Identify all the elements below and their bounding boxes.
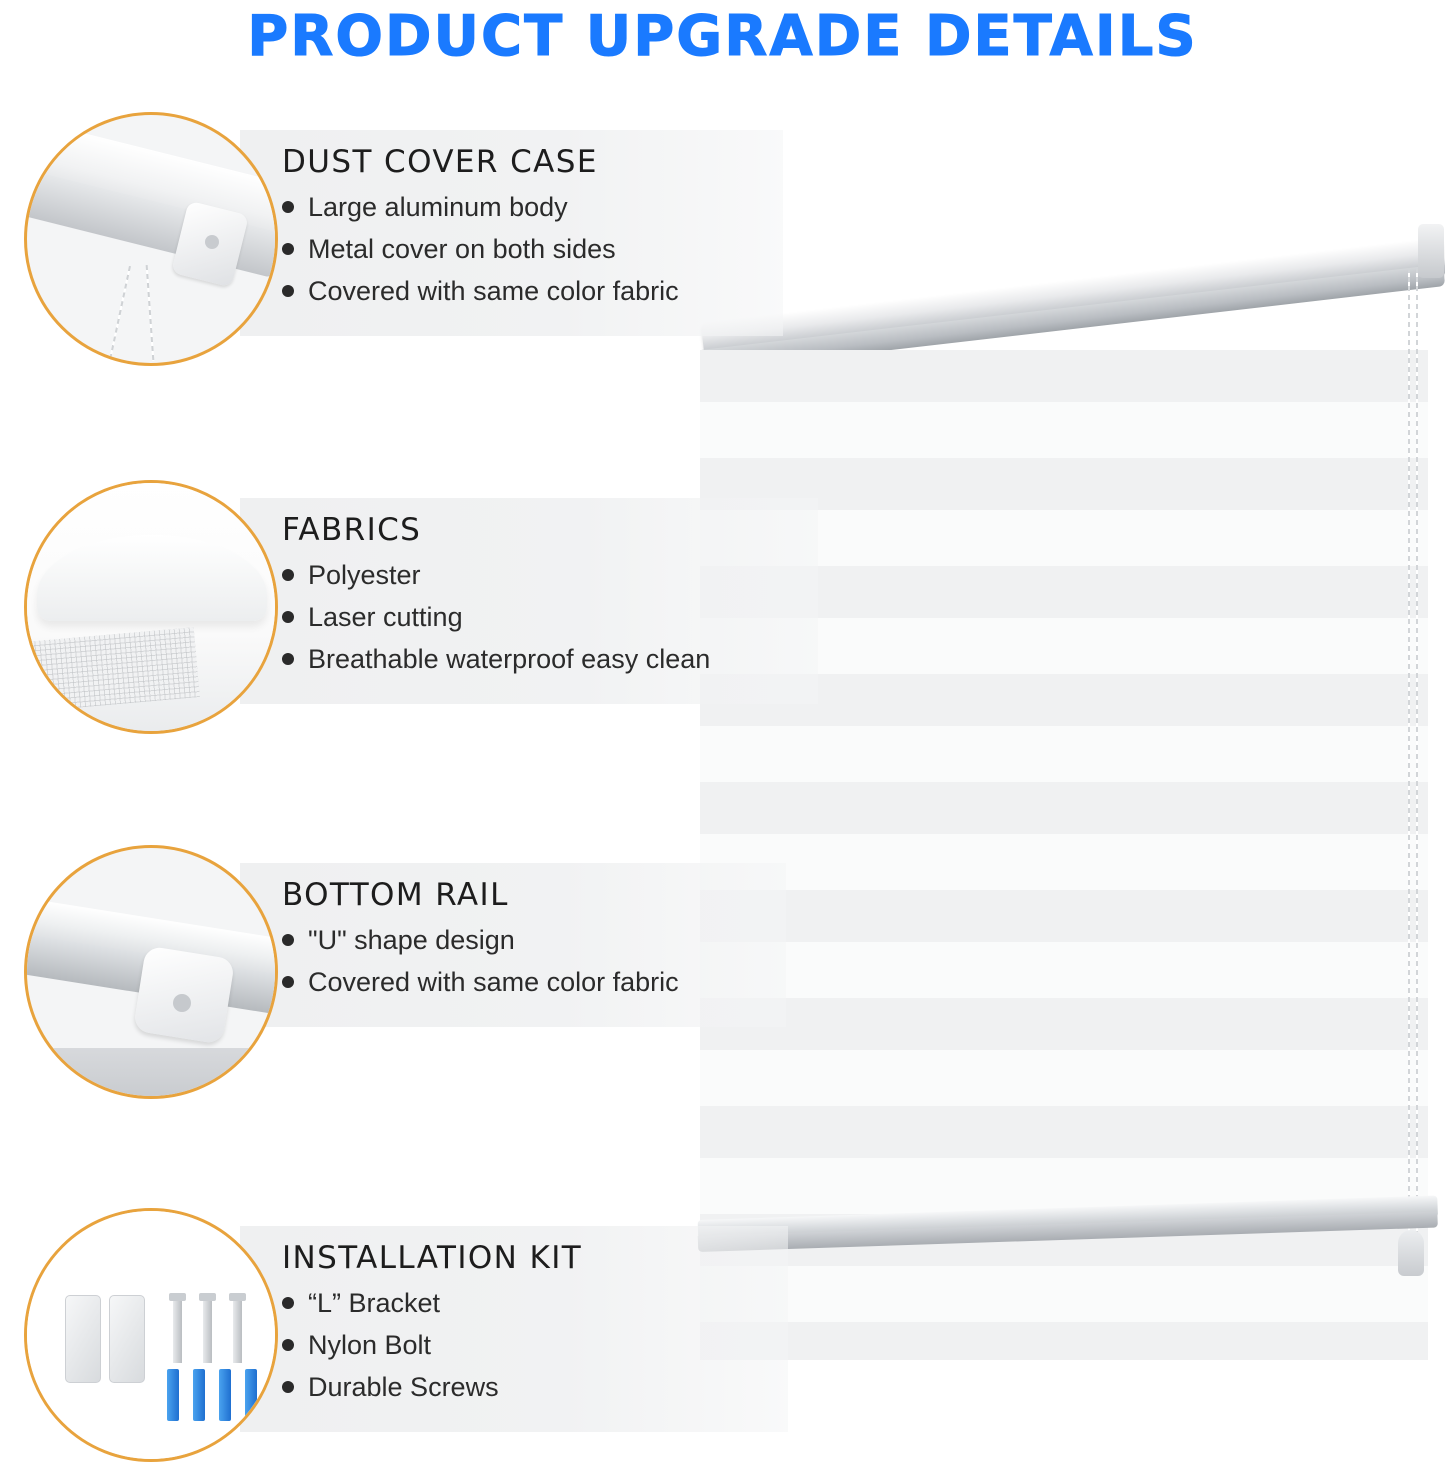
feature-bullet-text: "U" shape design — [308, 925, 515, 955]
fabric-sheer — [700, 1050, 1428, 1106]
screw-head-icon — [169, 1293, 186, 1301]
feature-bullet — [282, 642, 792, 677]
feature-bullet — [282, 1328, 762, 1363]
bullet-dot-icon — [282, 934, 294, 946]
l-bracket-icon — [65, 1295, 101, 1383]
nylon-bolt-icon — [245, 1369, 257, 1421]
fabric-sheer — [700, 942, 1428, 998]
bullet-dot-icon — [282, 201, 294, 213]
feature-bullet — [282, 558, 792, 593]
bullet-dot-icon — [282, 653, 294, 665]
feature-panel — [240, 498, 818, 704]
feature-bullet-text: Metal cover on both sides — [308, 234, 616, 265]
fabric-stripe — [700, 1322, 1428, 1360]
screw-icon — [233, 1301, 242, 1363]
feature-title: FABRICS — [282, 512, 422, 548]
feature-title: BOTTOM RAIL — [282, 877, 509, 913]
screw-head-icon — [229, 1293, 246, 1301]
headrail-assembly — [698, 238, 1438, 368]
feature-bullet-text: Covered with same color fabric — [308, 276, 679, 307]
surface-shadow — [24, 1048, 278, 1099]
bullet-dot-icon — [282, 285, 294, 297]
fabric-stripe — [700, 998, 1428, 1050]
feature-image-dust-cover-case — [24, 112, 278, 366]
feature-image-installation-kit — [24, 1208, 278, 1462]
headrail-endcap — [1418, 224, 1444, 278]
feature-bullet — [282, 923, 760, 958]
feature-panel — [240, 1226, 788, 1432]
feature-bullet-text: Large aluminum body — [308, 192, 568, 222]
feature-panel — [240, 863, 786, 1027]
feature-bullet-text: Polyester — [308, 560, 421, 590]
feature-bullet — [282, 190, 757, 225]
bullet-dot-icon — [282, 1339, 294, 1351]
page-title: PRODUCT UPGRADE DETAILS — [247, 4, 1198, 69]
fabric-sheer — [700, 402, 1428, 458]
control-chain-secondary — [1416, 268, 1418, 1268]
feature-title: INSTALLATION KIT — [282, 1240, 583, 1276]
bullet-dot-icon — [282, 1381, 294, 1393]
feature-bullet — [282, 965, 760, 1000]
endcap-screw-icon — [205, 235, 219, 249]
product-illustration — [690, 210, 1435, 1300]
fabric-stripe — [700, 1106, 1428, 1158]
fabric-stripe — [700, 890, 1428, 942]
endcap-screw-icon — [173, 994, 191, 1012]
feature-bullet — [282, 232, 757, 267]
bullet-dot-icon — [282, 611, 294, 623]
feature-image-fabrics — [24, 480, 278, 734]
feature-bullet-text: Breathable waterproof easy clean — [308, 644, 711, 675]
bottom-rail-assembly — [698, 1220, 1444, 1280]
bullet-dot-icon — [282, 569, 294, 581]
feature-panel — [240, 130, 783, 336]
bullet-dot-icon — [282, 976, 294, 988]
fabric-stripe — [700, 782, 1428, 834]
chain-strand — [109, 266, 131, 360]
fabric-sheer — [700, 834, 1428, 890]
feature-title: DUST COVER CASE — [282, 144, 598, 180]
chain-strand — [146, 265, 155, 361]
screw-head-icon — [199, 1293, 216, 1301]
feature-bullet-text: Durable Screws — [308, 1372, 499, 1403]
screw-icon — [203, 1301, 212, 1363]
fabric-stripe — [700, 350, 1428, 402]
feature-bullet — [282, 1370, 762, 1405]
bullet-dot-icon — [282, 243, 294, 255]
feature-bullet — [282, 1286, 762, 1321]
feature-bullet — [282, 600, 792, 635]
feature-bullet — [282, 274, 757, 309]
feature-bullet-text: “L” Bracket — [308, 1288, 441, 1318]
fabric-sheer — [700, 726, 1428, 782]
nylon-bolt-icon — [167, 1369, 179, 1421]
feature-bullet-text: Nylon Bolt — [308, 1330, 432, 1361]
feature-bullet-text: Covered with same color fabric — [308, 967, 679, 998]
feature-bullet-text: Laser cutting — [308, 602, 463, 633]
nylon-bolt-icon — [193, 1369, 205, 1421]
bullet-dot-icon — [282, 1297, 294, 1309]
control-chain — [1408, 268, 1410, 1268]
screw-icon — [173, 1301, 182, 1363]
nylon-bolt-icon — [219, 1369, 231, 1421]
l-bracket-icon — [109, 1295, 145, 1383]
feature-image-bottom-rail — [24, 845, 278, 1099]
